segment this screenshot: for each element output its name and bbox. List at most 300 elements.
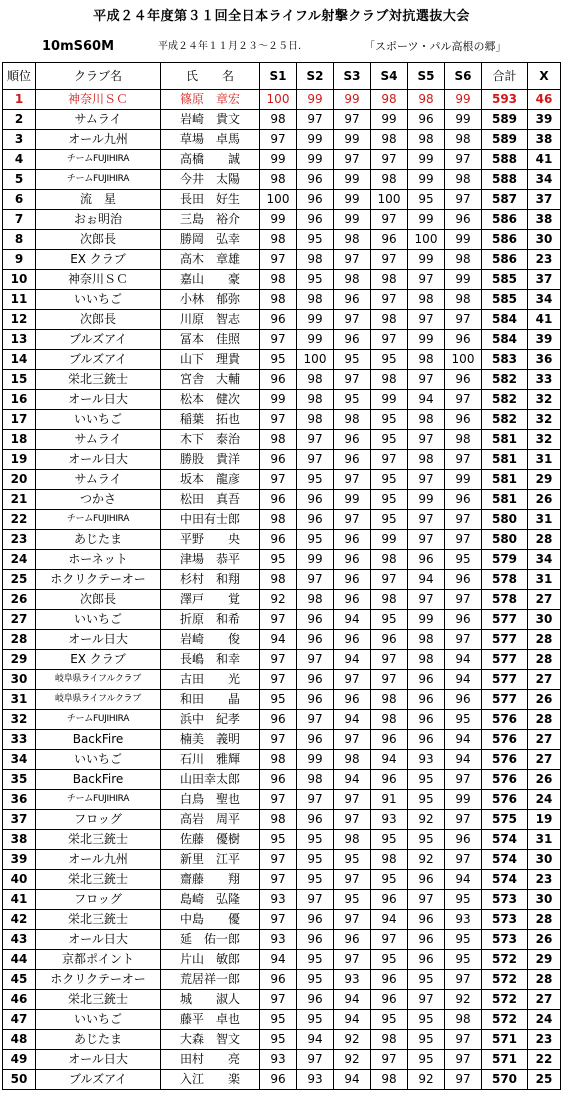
total-cell: 576 <box>482 770 528 790</box>
x-count-cell: 28 <box>528 530 561 550</box>
series-3-cell: 97 <box>334 110 371 130</box>
total-cell: 570 <box>482 1070 528 1090</box>
series-1-cell: 97 <box>260 330 297 350</box>
series-4-cell: 98 <box>371 710 408 730</box>
series-6-cell: 99 <box>445 270 482 290</box>
name-cell: 岩崎 俊 <box>161 630 260 650</box>
series-3-cell: 97 <box>334 950 371 970</box>
series-4-cell: 98 <box>371 1030 408 1050</box>
series-6-cell: 97 <box>445 1050 482 1070</box>
rank-cell: 24 <box>3 550 36 570</box>
name-cell: 勝股 貴洋 <box>161 450 260 470</box>
series-1-cell: 97 <box>260 990 297 1010</box>
total-cell: 576 <box>482 790 528 810</box>
series-2-cell: 95 <box>297 830 334 850</box>
document-title: 平成２４年度第３１回全日本ライフル射撃クラブ対抗選抜大会 <box>93 9 470 24</box>
rank-cell: 41 <box>3 890 36 910</box>
total-cell: 581 <box>482 430 528 450</box>
series-5-cell: 98 <box>408 450 445 470</box>
club-cell: BackFire <box>36 730 161 750</box>
club-cell: 神奈川ＳＣ <box>36 270 161 290</box>
total-cell: 575 <box>482 810 528 830</box>
series-5-cell: 99 <box>408 250 445 270</box>
header-name: 氏 名 <box>161 63 260 90</box>
club-cell: 次郎長 <box>36 230 161 250</box>
x-count-cell: 30 <box>528 890 561 910</box>
header-s5: S5 <box>408 63 445 90</box>
series-1-cell: 96 <box>260 530 297 550</box>
series-3-cell: 96 <box>334 450 371 470</box>
table-row <box>3 790 561 810</box>
rank-cell: 20 <box>3 470 36 490</box>
series-6-cell: 99 <box>445 470 482 490</box>
table-row <box>3 230 561 250</box>
series-4-cell: 98 <box>371 130 408 150</box>
series-1-cell: 96 <box>260 710 297 730</box>
series-1-cell: 94 <box>260 630 297 650</box>
series-4-cell: 96 <box>371 230 408 250</box>
series-5-cell: 97 <box>408 470 445 490</box>
name-cell: 篠原 章宏 <box>161 90 260 110</box>
total-cell: 593 <box>482 90 528 110</box>
series-3-cell: 95 <box>334 350 371 370</box>
x-count-cell: 28 <box>528 970 561 990</box>
table-row <box>3 410 561 430</box>
series-2-cell: 98 <box>297 390 334 410</box>
rank-cell: 2 <box>3 110 36 130</box>
name-cell: 白鳥 聖也 <box>161 790 260 810</box>
rank-cell: 40 <box>3 870 36 890</box>
series-6-cell: 96 <box>445 610 482 630</box>
series-5-cell: 92 <box>408 850 445 870</box>
series-1-cell: 95 <box>260 1010 297 1030</box>
rank-cell: 46 <box>3 990 36 1010</box>
series-2-cell: 96 <box>297 610 334 630</box>
series-5-cell: 99 <box>408 170 445 190</box>
table-row <box>3 310 561 330</box>
total-cell: 579 <box>482 550 528 570</box>
series-6-cell: 98 <box>445 130 482 150</box>
table-row <box>3 250 561 270</box>
table-row <box>3 370 561 390</box>
table-row <box>3 550 561 570</box>
name-cell: 小林 郁弥 <box>161 290 260 310</box>
total-cell: 572 <box>482 950 528 970</box>
name-cell: 宮舎 大輔 <box>161 370 260 390</box>
club-cell: 栄北三銃士 <box>36 830 161 850</box>
series-3-cell: 99 <box>334 210 371 230</box>
x-count-cell: 23 <box>528 1030 561 1050</box>
table-row <box>3 1010 561 1030</box>
series-6-cell: 96 <box>445 210 482 230</box>
series-5-cell: 92 <box>408 1070 445 1090</box>
table-row <box>3 490 561 510</box>
series-2-cell: 95 <box>297 270 334 290</box>
rank-cell: 36 <box>3 790 36 810</box>
total-cell: 576 <box>482 750 528 770</box>
series-2-cell: 97 <box>297 790 334 810</box>
header-s2: S2 <box>297 63 334 90</box>
series-5-cell: 97 <box>408 510 445 530</box>
table-row <box>3 750 561 770</box>
name-cell: 山下 理貴 <box>161 350 260 370</box>
total-cell: 581 <box>482 450 528 470</box>
series-4-cell: 99 <box>371 390 408 410</box>
series-3-cell: 97 <box>334 910 371 930</box>
series-5-cell: 99 <box>408 610 445 630</box>
results-table <box>2 62 561 1090</box>
series-2-cell: 96 <box>297 630 334 650</box>
series-4-cell: 91 <box>371 790 408 810</box>
series-3-cell: 99 <box>334 90 371 110</box>
name-cell: 入江 楽 <box>161 1070 260 1090</box>
total-cell: 585 <box>482 270 528 290</box>
rank-cell: 35 <box>3 770 36 790</box>
rank-cell: 38 <box>3 830 36 850</box>
x-count-cell: 23 <box>528 870 561 890</box>
series-4-cell: 95 <box>371 410 408 430</box>
name-cell: 川原 智志 <box>161 310 260 330</box>
series-2-cell: 97 <box>297 450 334 470</box>
x-count-cell: 31 <box>528 510 561 530</box>
total-cell: 576 <box>482 730 528 750</box>
series-2-cell: 95 <box>297 470 334 490</box>
series-4-cell: 96 <box>371 730 408 750</box>
club-cell: オール九州 <box>36 850 161 870</box>
table-row <box>3 810 561 830</box>
x-count-cell: 26 <box>528 490 561 510</box>
series-3-cell: 96 <box>334 290 371 310</box>
series-6-cell: 96 <box>445 570 482 590</box>
total-cell: 578 <box>482 570 528 590</box>
series-2-cell: 96 <box>297 190 334 210</box>
series-6-cell: 98 <box>445 1010 482 1030</box>
date-label: 平成２４年１１月２３～２５日. <box>158 41 302 52</box>
club-cell: 栄北三銃士 <box>36 910 161 930</box>
series-2-cell: 95 <box>297 530 334 550</box>
series-2-cell: 95 <box>297 850 334 870</box>
total-cell: 572 <box>482 1010 528 1030</box>
results-body <box>3 90 561 1090</box>
table-row <box>3 770 561 790</box>
x-count-cell: 39 <box>528 110 561 130</box>
total-cell: 577 <box>482 630 528 650</box>
series-2-cell: 96 <box>297 810 334 830</box>
series-2-cell: 95 <box>297 1010 334 1030</box>
series-4-cell: 95 <box>371 870 408 890</box>
name-cell: 中島 優 <box>161 910 260 930</box>
x-count-cell: 34 <box>528 290 561 310</box>
series-5-cell: 96 <box>408 930 445 950</box>
club-cell: ブルズアイ <box>36 1070 161 1090</box>
series-5-cell: 98 <box>408 350 445 370</box>
series-1-cell: 94 <box>260 950 297 970</box>
series-2-cell: 96 <box>297 670 334 690</box>
series-1-cell: 95 <box>260 550 297 570</box>
club-cell: チームFUJIHIRA <box>36 510 161 530</box>
series-4-cell: 95 <box>371 350 408 370</box>
name-cell: 折原 和希 <box>161 610 260 630</box>
series-2-cell: 95 <box>297 870 334 890</box>
x-count-cell: 30 <box>528 230 561 250</box>
series-4-cell: 98 <box>371 90 408 110</box>
club-cell: フロッグ <box>36 890 161 910</box>
series-6-cell: 98 <box>445 290 482 310</box>
series-4-cell: 98 <box>371 850 408 870</box>
total-cell: 578 <box>482 590 528 610</box>
series-2-cell: 98 <box>297 590 334 610</box>
series-6-cell: 99 <box>445 90 482 110</box>
total-cell: 582 <box>482 410 528 430</box>
total-cell: 589 <box>482 110 528 130</box>
series-5-cell: 96 <box>408 950 445 970</box>
series-3-cell: 97 <box>334 730 371 750</box>
series-2-cell: 99 <box>297 90 334 110</box>
series-3-cell: 97 <box>334 870 371 890</box>
series-3-cell: 96 <box>334 330 371 350</box>
series-2-cell: 99 <box>297 310 334 330</box>
series-5-cell: 99 <box>408 210 445 230</box>
table-row <box>3 1070 561 1090</box>
series-4-cell: 95 <box>371 490 408 510</box>
name-cell: 大森 智文 <box>161 1030 260 1050</box>
x-count-cell: 24 <box>528 790 561 810</box>
x-count-cell: 31 <box>528 450 561 470</box>
total-cell: 574 <box>482 850 528 870</box>
club-cell: サムライ <box>36 430 161 450</box>
name-cell: 山田幸太郎 <box>161 770 260 790</box>
series-1-cell: 97 <box>260 850 297 870</box>
series-4-cell: 95 <box>371 510 408 530</box>
series-5-cell: 96 <box>408 110 445 130</box>
series-1-cell: 99 <box>260 210 297 230</box>
club-cell: オール日大 <box>36 1050 161 1070</box>
name-cell: 高橋 誠 <box>161 150 260 170</box>
series-1-cell: 98 <box>260 170 297 190</box>
series-5-cell: 94 <box>408 390 445 410</box>
series-5-cell: 98 <box>408 410 445 430</box>
rank-cell: 12 <box>3 310 36 330</box>
x-count-cell: 19 <box>528 810 561 830</box>
rank-cell: 39 <box>3 850 36 870</box>
table-row <box>3 210 561 230</box>
series-5-cell: 100 <box>408 230 445 250</box>
series-5-cell: 97 <box>408 270 445 290</box>
series-3-cell: 95 <box>334 850 371 870</box>
series-3-cell: 94 <box>334 990 371 1010</box>
rank-cell: 8 <box>3 230 36 250</box>
name-cell: 嘉山 豪 <box>161 270 260 290</box>
series-6-cell: 94 <box>445 650 482 670</box>
total-cell: 586 <box>482 250 528 270</box>
name-cell: 中田有士郎 <box>161 510 260 530</box>
name-cell: 楠美 義明 <box>161 730 260 750</box>
series-6-cell: 96 <box>445 370 482 390</box>
name-cell: 齋藤 翔 <box>161 870 260 890</box>
x-count-cell: 32 <box>528 430 561 450</box>
rank-cell: 45 <box>3 970 36 990</box>
series-3-cell: 97 <box>334 310 371 330</box>
series-4-cell: 97 <box>371 330 408 350</box>
series-5-cell: 98 <box>408 90 445 110</box>
club-cell: 次郎長 <box>36 590 161 610</box>
series-6-cell: 97 <box>445 770 482 790</box>
x-count-cell: 38 <box>528 210 561 230</box>
total-cell: 582 <box>482 390 528 410</box>
series-2-cell: 99 <box>297 330 334 350</box>
club-cell: チームFUJIHIRA <box>36 710 161 730</box>
series-3-cell: 99 <box>334 130 371 150</box>
name-cell: 田村 亮 <box>161 1050 260 1070</box>
series-3-cell: 95 <box>334 390 371 410</box>
club-cell: 岐阜県ライフルクラブ <box>36 690 161 710</box>
series-1-cell: 97 <box>260 730 297 750</box>
total-cell: 588 <box>482 150 528 170</box>
rank-cell: 27 <box>3 610 36 630</box>
series-5-cell: 97 <box>408 530 445 550</box>
name-cell: 木下 泰治 <box>161 430 260 450</box>
club-cell: チームFUJIHIRA <box>36 150 161 170</box>
header-s6: S6 <box>445 63 482 90</box>
total-cell: 583 <box>482 350 528 370</box>
name-cell: 荒居祥一郎 <box>161 970 260 990</box>
series-3-cell: 94 <box>334 610 371 630</box>
total-cell: 572 <box>482 970 528 990</box>
event-label: 10mS60M <box>42 39 115 54</box>
series-2-cell: 96 <box>297 690 334 710</box>
name-cell: 今井 太陽 <box>161 170 260 190</box>
series-3-cell: 93 <box>334 970 371 990</box>
header-s3: S3 <box>334 63 371 90</box>
name-cell: 長嶋 和幸 <box>161 650 260 670</box>
series-1-cell: 98 <box>260 270 297 290</box>
total-cell: 576 <box>482 710 528 730</box>
header-s1: S1 <box>260 63 297 90</box>
table-row <box>3 990 561 1010</box>
series-2-cell: 96 <box>297 210 334 230</box>
series-6-cell: 97 <box>445 970 482 990</box>
series-4-cell: 98 <box>371 310 408 330</box>
club-cell: 京都ポイント <box>36 950 161 970</box>
club-cell: オール日大 <box>36 630 161 650</box>
series-3-cell: 97 <box>334 670 371 690</box>
series-6-cell: 99 <box>445 110 482 130</box>
rank-cell: 22 <box>3 510 36 530</box>
series-1-cell: 98 <box>260 750 297 770</box>
x-count-cell: 29 <box>528 470 561 490</box>
x-count-cell: 41 <box>528 150 561 170</box>
series-5-cell: 95 <box>408 1010 445 1030</box>
name-cell: 新里 江平 <box>161 850 260 870</box>
club-cell: 流 星 <box>36 190 161 210</box>
club-cell: オール日大 <box>36 450 161 470</box>
name-cell: 津場 恭平 <box>161 550 260 570</box>
series-4-cell: 96 <box>371 890 408 910</box>
series-3-cell: 92 <box>334 1030 371 1050</box>
series-5-cell: 92 <box>408 810 445 830</box>
series-1-cell: 98 <box>260 110 297 130</box>
series-3-cell: 99 <box>334 170 371 190</box>
club-cell: フロッグ <box>36 810 161 830</box>
series-1-cell: 96 <box>260 770 297 790</box>
series-2-cell: 94 <box>297 1030 334 1050</box>
x-count-cell: 27 <box>528 990 561 1010</box>
series-2-cell: 96 <box>297 490 334 510</box>
x-count-cell: 28 <box>528 910 561 930</box>
series-1-cell: 96 <box>260 370 297 390</box>
rank-cell: 29 <box>3 650 36 670</box>
series-5-cell: 97 <box>408 890 445 910</box>
club-cell: いいちご <box>36 750 161 770</box>
series-5-cell: 98 <box>408 290 445 310</box>
series-2-cell: 99 <box>297 750 334 770</box>
series-6-cell: 94 <box>445 870 482 890</box>
name-cell: 岩崎 貴文 <box>161 110 260 130</box>
series-6-cell: 95 <box>445 930 482 950</box>
table-row <box>3 950 561 970</box>
rank-cell: 34 <box>3 750 36 770</box>
rank-cell: 37 <box>3 810 36 830</box>
series-2-cell: 97 <box>297 430 334 450</box>
series-4-cell: 100 <box>371 190 408 210</box>
series-3-cell: 95 <box>334 890 371 910</box>
series-2-cell: 95 <box>297 950 334 970</box>
series-1-cell: 95 <box>260 1030 297 1050</box>
table-row <box>3 1050 561 1070</box>
series-3-cell: 97 <box>334 810 371 830</box>
series-2-cell: 97 <box>297 1050 334 1070</box>
x-count-cell: 29 <box>528 950 561 970</box>
table-row <box>3 650 561 670</box>
total-cell: 577 <box>482 610 528 630</box>
name-cell: 高木 章雄 <box>161 250 260 270</box>
header-s4: S4 <box>371 63 408 90</box>
name-cell: 古田 光 <box>161 670 260 690</box>
x-count-cell: 34 <box>528 550 561 570</box>
name-cell: 石川 雅輝 <box>161 750 260 770</box>
x-count-cell: 32 <box>528 390 561 410</box>
series-5-cell: 97 <box>408 370 445 390</box>
series-3-cell: 94 <box>334 1070 371 1090</box>
name-cell: 坂本 龍彦 <box>161 470 260 490</box>
series-1-cell: 93 <box>260 930 297 950</box>
total-cell: 573 <box>482 930 528 950</box>
series-2-cell: 97 <box>297 570 334 590</box>
series-4-cell: 96 <box>371 630 408 650</box>
series-6-cell: 94 <box>445 670 482 690</box>
series-1-cell: 97 <box>260 910 297 930</box>
x-count-cell: 34 <box>528 170 561 190</box>
series-5-cell: 96 <box>408 690 445 710</box>
series-2-cell: 96 <box>297 990 334 1010</box>
series-4-cell: 97 <box>371 210 408 230</box>
name-cell: 杉村 和翔 <box>161 570 260 590</box>
table-row <box>3 530 561 550</box>
rank-cell: 49 <box>3 1050 36 1070</box>
rank-cell: 9 <box>3 250 36 270</box>
series-4-cell: 98 <box>371 690 408 710</box>
series-2-cell: 98 <box>297 770 334 790</box>
x-count-cell: 27 <box>528 730 561 750</box>
rank-cell: 3 <box>3 130 36 150</box>
series-1-cell: 96 <box>260 970 297 990</box>
series-5-cell: 93 <box>408 750 445 770</box>
series-3-cell: 94 <box>334 1010 371 1030</box>
total-cell: 577 <box>482 650 528 670</box>
name-cell: 島崎 弘隆 <box>161 890 260 910</box>
x-count-cell: 36 <box>528 350 561 370</box>
club-cell: 栄北三銃士 <box>36 990 161 1010</box>
